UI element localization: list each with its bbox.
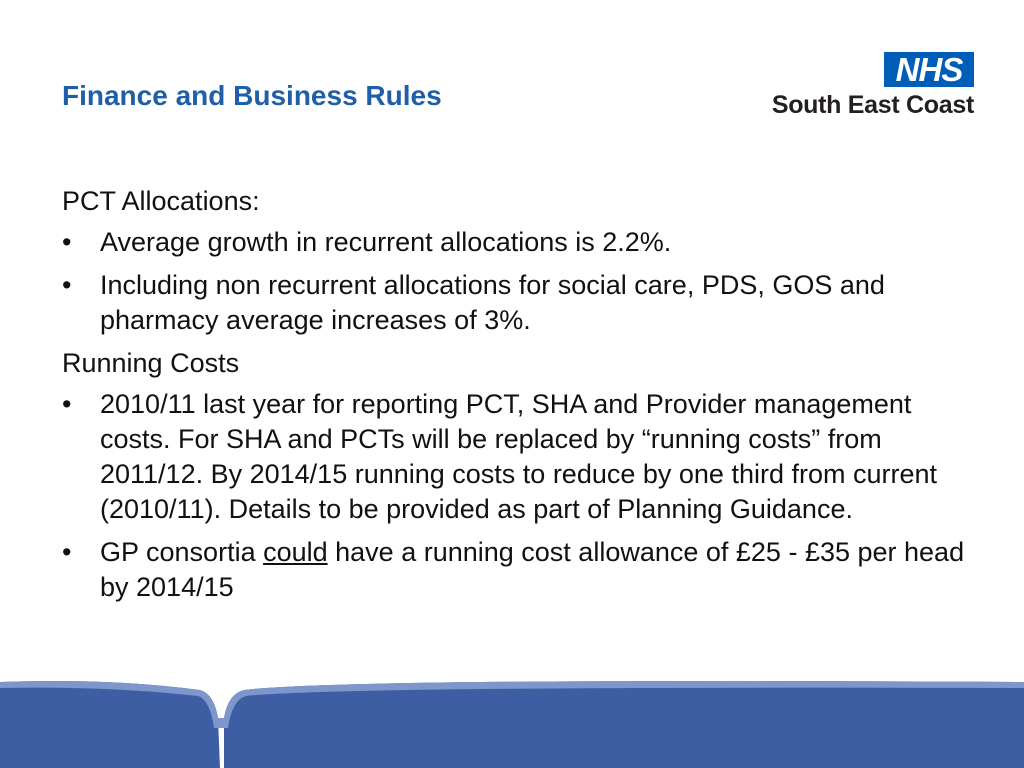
bullet-text xyxy=(100,537,964,602)
bullet-text: 2010/11 last year for reporting PCT, SHA and Provider management costs. For SHA and PCTs will be replaced by “running costs” from 2011/12. By 2014/15 running costs to reduce by one third from current (2010/11). Details to be provided as part of Planning Guidance. xyxy=(100,389,937,524)
bullet-item xyxy=(62,387,977,527)
bullet-text: Average growth in recurrent allocations is 2.2%. xyxy=(100,227,672,257)
bullet-item xyxy=(62,268,977,338)
bullet-dot-icon: • xyxy=(62,227,72,257)
footer-band-shape-right xyxy=(224,681,1024,768)
bullet-item xyxy=(62,535,977,605)
bullet-text: Including non recurrent allocations for social care, PDS, GOS and pharmacy average increases of 3%. xyxy=(100,270,885,335)
slide-body xyxy=(62,184,977,613)
bullet-text-lead: GP consortia xyxy=(100,537,264,567)
bullet-dot-icon: • xyxy=(62,270,72,300)
pct-allocations-heading: PCT Allocations: xyxy=(62,186,260,216)
region-name: South East Coast xyxy=(771,91,974,119)
bullet-item xyxy=(62,225,977,260)
bullet-dot-icon: • xyxy=(62,389,72,419)
footer-wave-band xyxy=(0,648,1024,768)
bullet-text-rest: have a running cost allowance of £25 - £35 per head by 2014/15 xyxy=(100,537,965,602)
underlined-word: could xyxy=(263,537,328,567)
nhs-badge: NHS xyxy=(884,52,974,87)
running-costs-heading: Running Costs xyxy=(62,348,240,378)
slide-title: Finance and Business Rules xyxy=(62,80,442,111)
nhs-logo xyxy=(742,52,974,124)
bullet-dot-icon: • xyxy=(62,537,72,567)
